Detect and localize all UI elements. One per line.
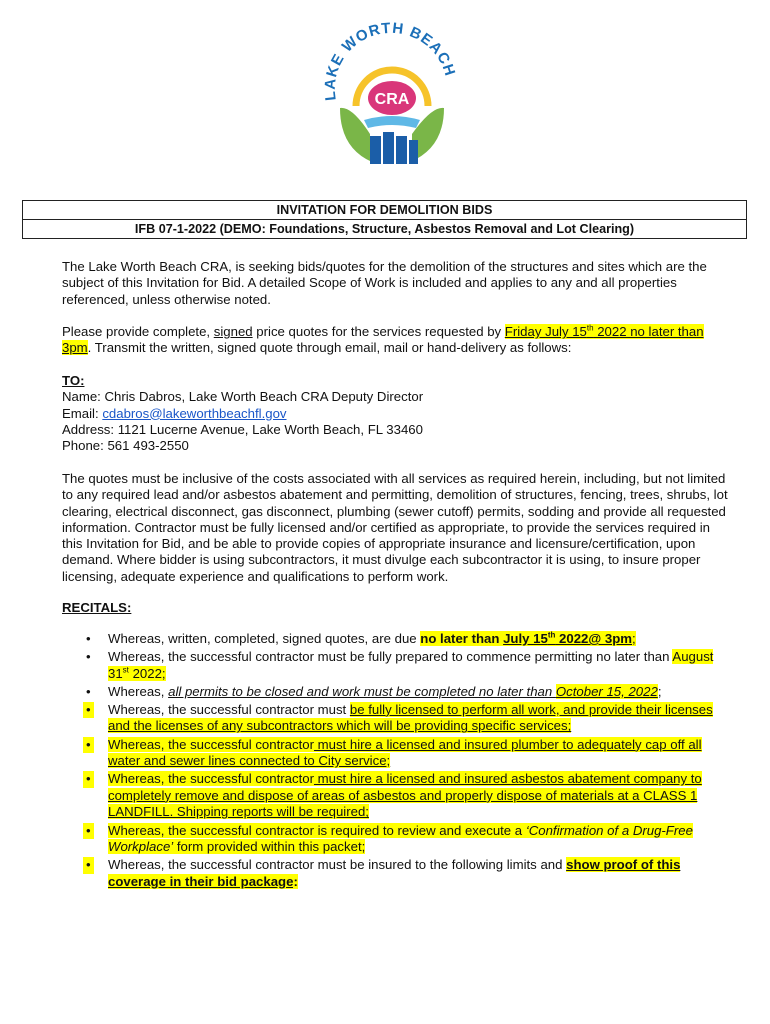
deadline-highlight: Friday July 15th 2022 no later than 3pm: [62, 323, 704, 356]
contact-address: Address: 1121 Lucerne Avenue, Lake Worth Beach, FL 33460: [62, 421, 423, 437]
logo-arc-text: LAKE WORTH BEACH: [321, 19, 459, 102]
list-item: • Whereas, the successful contractor is required to review and execute a ‘Confirmation of a Drug-Free Workplace’ form provided within this packet;: [62, 823, 732, 856]
requirement-highlight: be fully licensed to perform all work, and provide their licenses and the licenses of any subcontractors which will be providing specific services;: [108, 701, 713, 734]
list-item: • Whereas, the successful contractor must be fully prepared to commence permitting no later than August 31st 2022;: [86, 649, 714, 681]
document-subtitle: IFB 07-1-2022 (DEMO: Foundations, Structure, Asbestos Removal and Lot Clearing): [23, 219, 746, 238]
bullet: •: [86, 649, 91, 665]
contact-block: [62, 373, 730, 454]
date-highlight: August 31st 2022;: [108, 649, 714, 681]
deadline-highlight: no later than July 15th 2022@ 3pm: [420, 630, 633, 646]
text-run: Please provide complete,: [62, 324, 214, 339]
email-link[interactable]: cdabros@lakeworthbeachfl.gov: [102, 405, 287, 421]
bullet: •: [83, 737, 94, 754]
signed-emphasis: signed: [213, 324, 253, 339]
requirement-highlight: show proof of this coverage in their bid package: [108, 857, 681, 889]
requirement-highlight: must hire a licensed and insured asbestos abatement company to completely remove and dispose of areas of asbestos and properly dispose of materials at a CLASS 1 LANDFILL. Shipping reports will be required;: [108, 771, 702, 820]
text-run: price quotes for the services requested by: [252, 324, 505, 339]
contact-email-line: [62, 406, 730, 422]
recitals-heading: RECITALS:: [62, 600, 132, 615]
list-item: • Whereas, the successful contractor must hire a licensed and insured asbestos abatement company to completely remove and dispose of areas of asbestos and properly dispose of materials at a CLASS 1 LANDFILL. Shipping reports will be required;: [62, 771, 732, 821]
intro-paragraph: The Lake Worth Beach CRA, is seeking bids/quotes for the demolition of the structures and sites which are the subject of this Invitation for Bid. A detailed Scope of Work is included and applies to any and all properties referenced, unless otherwise noted.: [62, 259, 707, 307]
text-run: . Transmit the written, signed quote through email, mail or hand-delivery as follows:: [87, 340, 572, 356]
to-label: TO:: [62, 373, 85, 388]
requirement-highlight: must hire a licensed and insured plumber to adequately cap off all water and sewer lines connected to City service;: [108, 736, 702, 769]
submission-paragraph: [62, 324, 730, 357]
title-table: [22, 200, 747, 239]
bullet: •: [83, 823, 94, 840]
recitals-list: [62, 631, 732, 892]
bullet: •: [83, 771, 94, 788]
bullet: •: [83, 702, 94, 719]
email-label: Email:: [62, 405, 103, 421]
list-item: • Whereas, written, completed, signed quotes, are due no later than July 15th 2022@ 3pm;: [86, 630, 636, 646]
date-highlight: October 15, 2022: [555, 683, 658, 699]
document-title: INVITATION FOR DEMOLITION BIDS: [276, 203, 493, 217]
bullet: •: [86, 631, 91, 646]
bullet: •: [86, 683, 91, 699]
quotes-paragraph: The quotes must be inclusive of the costs associated with all services as required herein, including, but not limited to any required lead and/or asbestos abatement and permitting, demolition of structures, fencing, trees, shrubs, lot clearing, electrical disconnect, gas disconnect, plumbing (sewer cutoff) permits, sodding and provide all requested information. Contractor must be fully licensed and/or certified as appropriate, to provide the services required in this Invitation for Bid, and be able to provide copies of appropriate insurance and licensure/certification, upon demand. Where bidder is using subcontractors, it must divulge each subcontractor it is using, to insure proper licensing, adequate experience and qualifications to perform work.: [62, 471, 728, 584]
logo-badge-text: CRA: [374, 91, 410, 108]
contact-phone: Phone: 561 493-2550: [62, 438, 189, 454]
list-item: • Whereas, the successful contractor must hire a licensed and insured plumber to adequately cap off all water and sewer lines connected to City service;: [62, 737, 732, 770]
list-item: • Whereas, the successful contractor must be insured to the following limits and show proof of this coverage in their bid package:: [62, 857, 732, 890]
contact-name: Name: Chris Dabros, Lake Worth Beach CRA Deputy Director: [62, 389, 424, 405]
list-item: • Whereas, all permits to be closed and work must be completed no later than October 15, 2022;: [86, 683, 662, 699]
list-item: • Whereas, the successful contractor must be fully licensed to perform all work, and provide their licenses and the licenses of any subcontractors which will be providing specific services;: [62, 702, 732, 735]
lake-worth-beach-cra-logo: [316, 8, 464, 170]
bullet: •: [83, 857, 94, 874]
